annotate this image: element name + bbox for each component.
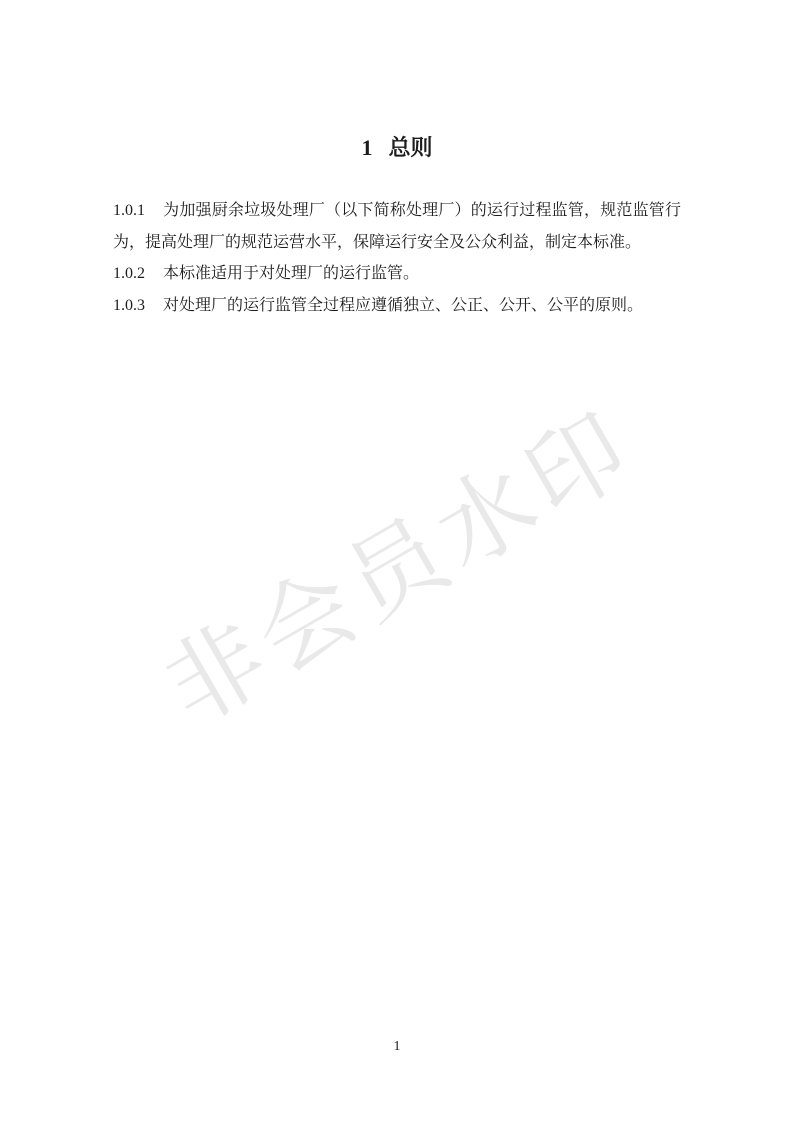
clause-text: 对处理厂的运行监管全过程应遵循独立、公正、公开、公平的原则。 [163,296,644,314]
section-title-text: 总则 [388,135,433,160]
clause-number: 1.0.1 [113,202,145,219]
section-title-number: 1 [361,135,373,160]
clause-text: 为加强厨余垃圾处理厂（以下简称处理厂）的运行过程监管，规范监管行为，提高处理厂的规范运营水平，保障运行安全及公众利益，制定本标准。 [113,202,681,251]
section-title [113,134,681,162]
clause-item [113,195,681,258]
watermark-text: 非会员水印 [148,391,652,745]
page-number: 1 [393,1039,401,1054]
clause-list [113,195,681,321]
clause-item [113,290,681,322]
clause-number: 1.0.3 [113,296,145,314]
clause-number: 1.0.2 [113,265,145,282]
clause-text: 本标准适用于对处理厂的运行监管。 [163,265,420,282]
clause-item [113,258,681,290]
page-content [113,134,681,321]
